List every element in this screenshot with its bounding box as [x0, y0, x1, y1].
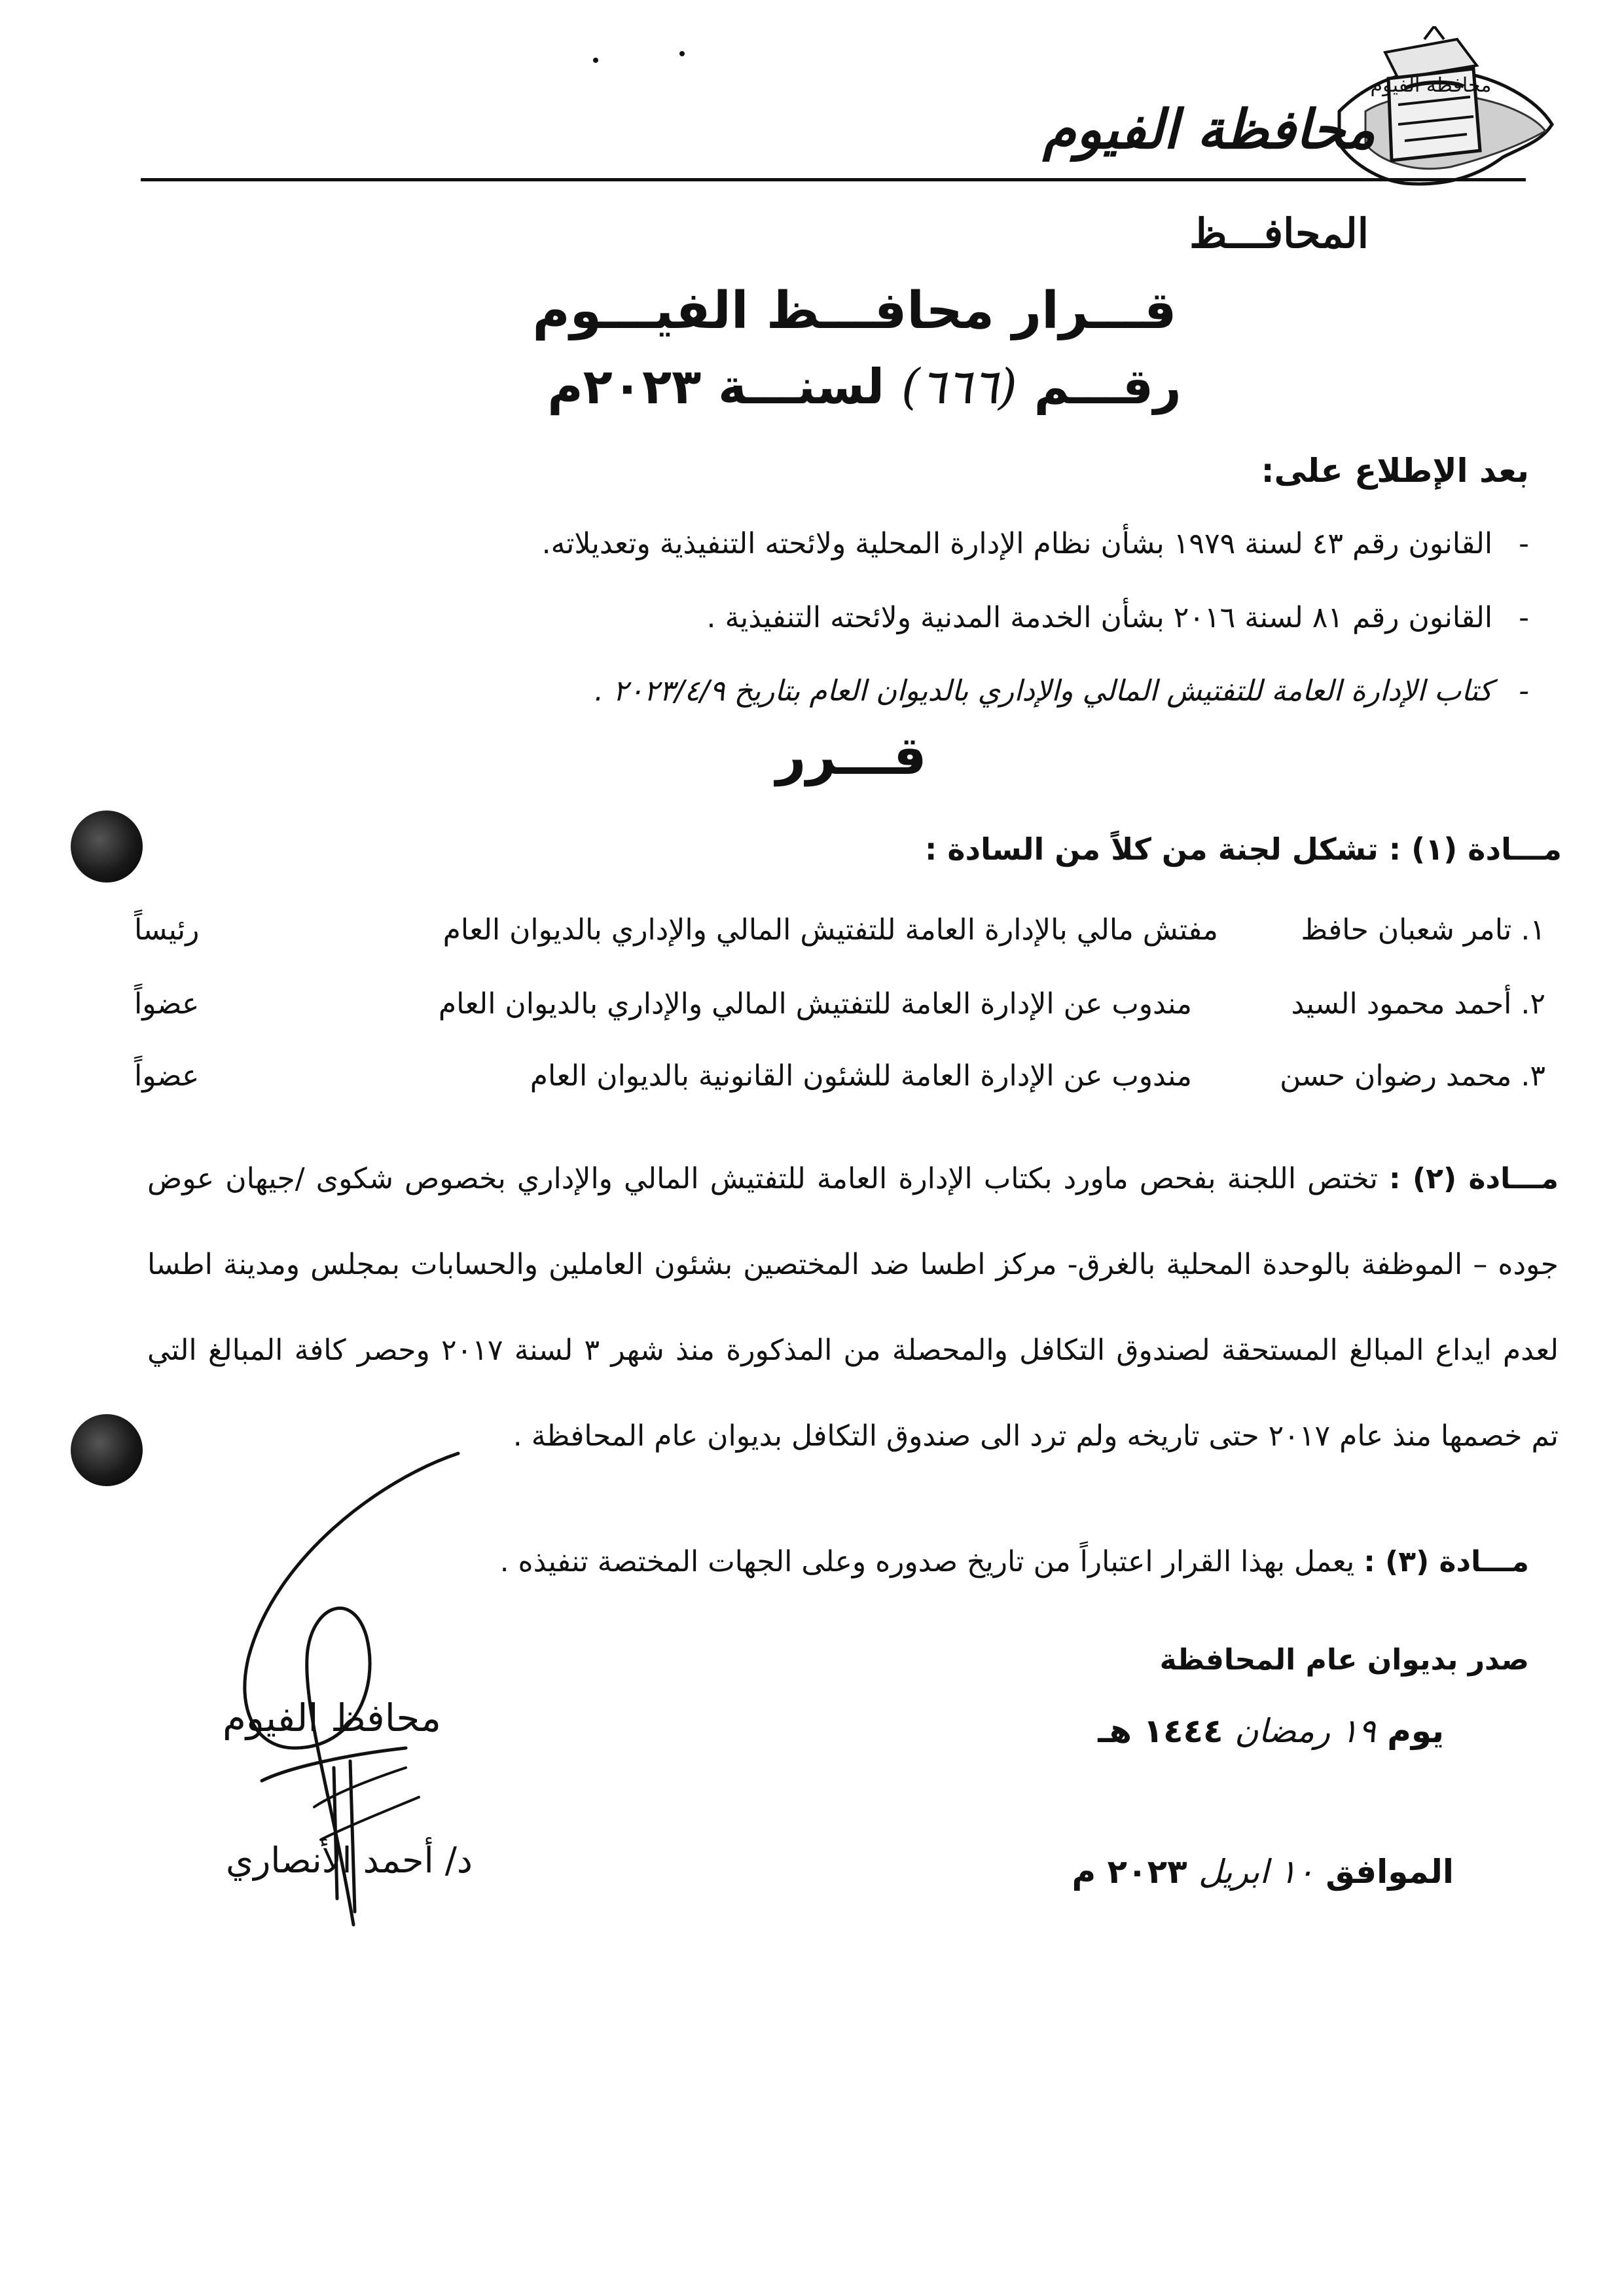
gregorian-label: الموافق — [1326, 1853, 1454, 1891]
member-name: ٢. أحمد محمود السيد — [1291, 987, 1545, 1021]
preamble-heading: بعد الإطلاع على: — [1261, 452, 1529, 490]
signatory-name: د/ أحمد الأنصاري — [226, 1840, 473, 1881]
member-role: عضواً — [134, 987, 200, 1021]
article-3-label: مـــادة (٣) : — [1363, 1545, 1529, 1578]
hijri-date — [1098, 1712, 1444, 1750]
member-role: رئيساً — [134, 913, 200, 947]
emblem-text: محافظة الفيوم — [1370, 74, 1492, 97]
reference-text: القانون رقم ٨١ لسنة ٢٠١٦ بشأن الخدمة المدنية ولائحته التنفيذية . — [706, 601, 1493, 634]
reference-item: -القانون رقم ٨١ لسنة ٢٠١٦ بشأن الخدمة المدنية ولائحته التنفيذية . — [706, 601, 1529, 634]
hijri-year: ١٤٤٤ هـ — [1098, 1712, 1223, 1750]
decision-number-line — [0, 359, 1624, 415]
article-3-text: يعمل بهذا القرار اعتباراً من تاريخ صدوره وعلى الجهات المختصة تنفيذه . — [499, 1545, 1355, 1578]
article-1-title: مـــادة (١) : تشكل لجنة من كلاً من السادة : — [924, 831, 1562, 867]
issued-at: صدر بديوان عام المحافظة — [1159, 1643, 1529, 1677]
article-2-label: مـــادة (٢) : — [1389, 1162, 1559, 1195]
member-name: ١. تامر شعبان حافظ — [1301, 913, 1545, 947]
gregorian-year: ٢٠٢٣ م — [1072, 1853, 1187, 1891]
punch-hole — [71, 811, 143, 883]
reference-item: -القانون رقم ٤٣ لسنة ١٩٧٩ بشأن نظام الإدارة المحلية ولائحته التنفيذية وتعديلاته. — [541, 527, 1529, 560]
article-2-text: تختص اللجنة بفحص ماورد بكتاب الإدارة العامة للتفتيش المالي والإداري بخصوص شكوى /جيهان عوض جوده – الموظفة بالوحدة المحلية بالغرق- مركز اطسا ضد المختصين بشئون العاملين والحسابات بمجلس ومدينة اطسا لعدم ايداع المبالغ المستحقة لصندوق التكافل والمحصلة من المذكورة منذ شهر ٣ لسنة ٢٠١٧ وحصر كافة المبالغ التي تم خصمها منذ عام ٢٠١٧ حتى تاريخه ولم ترد الى صندوق التكافل بديوان عام المحافظة . — [147, 1162, 1559, 1453]
hijri-handwritten: ١٩ رمضان — [1234, 1712, 1376, 1750]
member-description: مندوب عن الإدارة العامة للتفتيش المالي والإداري بالديوان العام — [438, 987, 1192, 1021]
member-description: مفتش مالي بالإدارة العامة للتفتيش المالي والإداري بالديوان العام — [442, 913, 1218, 947]
decision-title: قـــرار محافـــظ الفيـــوم — [532, 282, 1177, 340]
member-role: عضواً — [134, 1059, 200, 1093]
header-divider — [141, 178, 1526, 181]
member-description: مندوب عن الإدارة العامة للشئون القانونية بالديوان العام — [530, 1059, 1192, 1093]
decision-year: لسنـــة ٢٠٢٣م — [547, 359, 885, 415]
decided-heading: قـــرر — [776, 725, 927, 786]
reference-text: كتاب الإدارة العامة للتفتيش المالي والإداري بالديوان العام بتاريخ ٢٠٢٣/٤/٩ . — [594, 674, 1493, 708]
scan-specks — [589, 46, 707, 72]
governor-office: المحافـــظ — [1189, 210, 1369, 257]
article-2 — [147, 1136, 1559, 1479]
governorate-name: محافظة الفيوم — [1043, 98, 1375, 161]
member-name: ٣. محمد رضوان حسن — [1280, 1059, 1545, 1093]
hijri-label: يوم — [1387, 1712, 1444, 1750]
reference-text: القانون رقم ٤٣ لسنة ١٩٧٩ بشأن نظام الإدارة المحلية ولائحته التنفيذية وتعديلاته. — [541, 527, 1493, 560]
decision-number: (٦٦٦) — [901, 359, 1017, 415]
article-3 — [500, 1545, 1529, 1578]
number-prefix: رقـــم — [1034, 359, 1182, 415]
handwritten-signature — [183, 1440, 524, 1951]
reference-item: -كتاب الإدارة العامة للتفتيش المالي والإداري بالديوان العام بتاريخ ٢٠٢٣/٤/٩ . — [594, 674, 1529, 708]
signatory-title: محافظ الفيوم — [223, 1696, 441, 1740]
punch-hole — [71, 1414, 143, 1486]
gregorian-handwritten: ١٠ ابريل — [1199, 1853, 1314, 1891]
gregorian-date — [1072, 1853, 1454, 1891]
